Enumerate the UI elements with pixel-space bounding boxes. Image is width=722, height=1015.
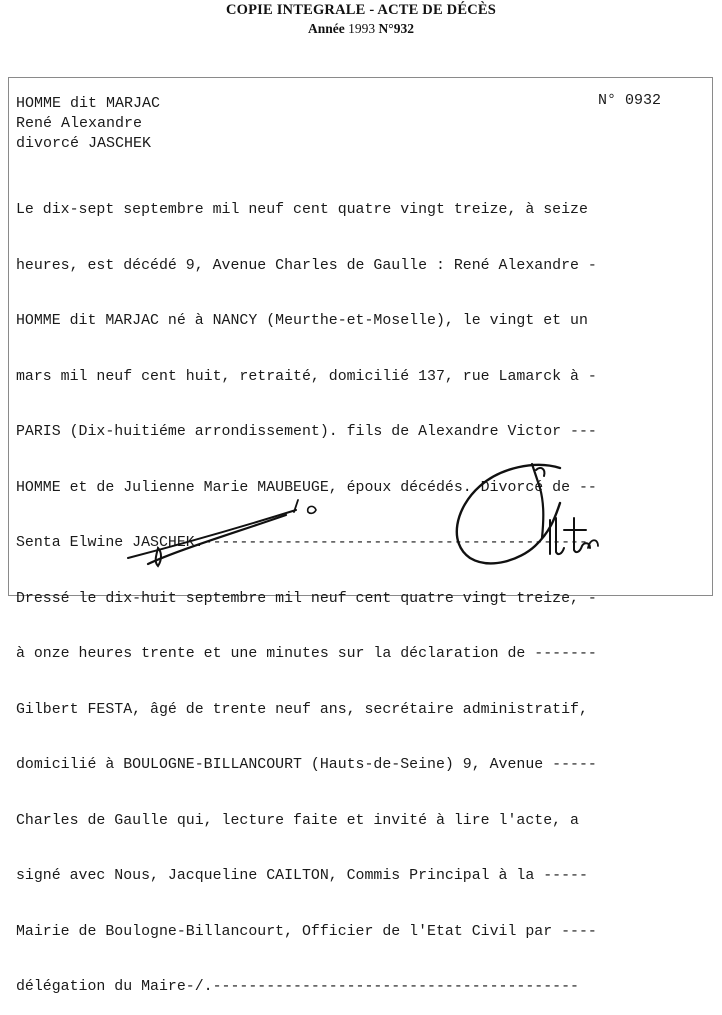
act-number-header: N°932 — [378, 21, 414, 36]
deceased-name-block — [16, 94, 160, 154]
year-value: 1993 — [348, 21, 376, 36]
document-year-number — [0, 21, 722, 37]
act-body-text — [16, 164, 716, 1015]
body-line: Senta Elwine JASCHEK.------------------------------------------- — [16, 535, 588, 551]
year-label: Année — [308, 21, 345, 36]
body-line: PARIS (Dix-huitiéme arrondissement). fils de Alexandre Victor --- — [16, 424, 597, 440]
deceased-marital-status: divorcé JASCHEK — [16, 135, 152, 152]
body-line: heures, est décédé 9, Avenue Charles de Gaulle : René Alexandre - — [16, 257, 597, 274]
officer-signature — [440, 458, 630, 573]
body-line: HOMME et de Julienne Marie MAUBEUGE, époux décédés. Divorcé de -- — [16, 479, 597, 496]
deceased-given-names: René Alexandre — [16, 115, 143, 132]
body-line: HOMME dit MARJAC né à NANCY (Meurthe-et-Moselle), le vingt et un — [16, 313, 588, 329]
body-line: délégation du Maire-/.----------------------------------------- — [16, 979, 579, 995]
act-number: N° 0932 — [598, 92, 662, 109]
body-line: Charles de Gaulle qui, lecture faite et invité à lire l'acte, a — [16, 812, 579, 829]
body-line: Mairie de Boulogne-Billancourt, Officier de l'Etat Civil par ---- — [16, 923, 597, 940]
body-line: Dressé le dix-huit septembre mil neuf cent quatre vingt treize, - — [16, 590, 597, 607]
deceased-surname: HOMME dit MARJAC — [16, 95, 161, 112]
body-line: Gilbert FESTA, âgé de trente neuf ans, secrétaire administratif, — [16, 701, 588, 718]
document-title: COPIE INTEGRALE - ACTE DE DÉCÈS — [225, 2, 497, 18]
body-line: mars mil neuf cent huit, retraité, domicilié 137, rue Lamarck à - — [16, 368, 597, 385]
body-line: à onze heures trente et une minutes sur la déclaration de ------- — [16, 646, 597, 662]
body-line: Le dix-sept septembre mil neuf cent quatre vingt treize, à seize — [16, 202, 588, 218]
body-line: signé avec Nous, Jacqueline CAILTON, Commis Principal à la ----- — [16, 868, 588, 884]
declarant-signature — [118, 490, 338, 570]
body-line: domicilié à BOULOGNE-BILLANCOURT (Hauts-de-Seine) 9, Avenue ----- — [16, 757, 597, 773]
